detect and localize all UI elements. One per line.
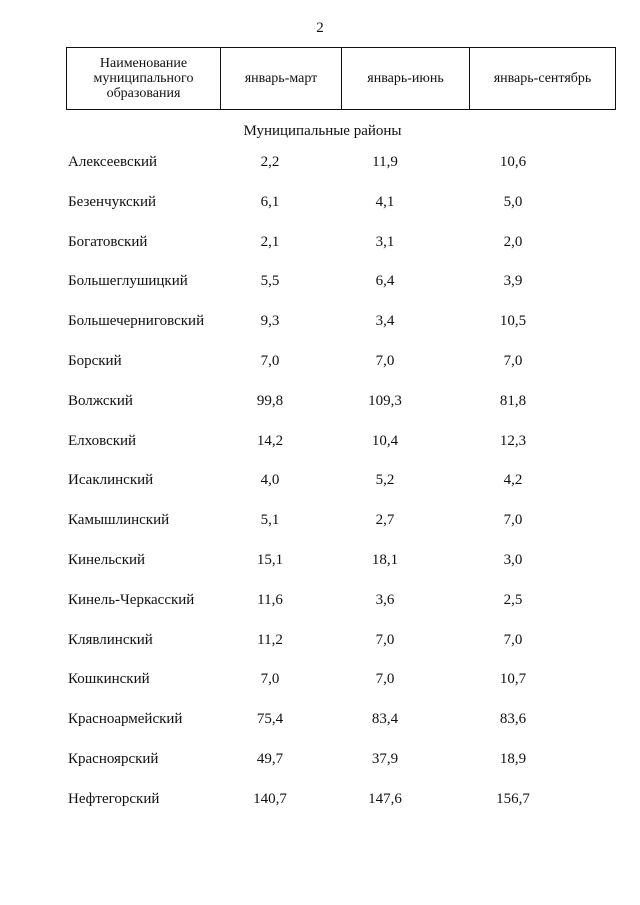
jan-mar-value-cell: 11,6 bbox=[257, 591, 283, 608]
municipality-name-cell: Кинельский bbox=[68, 551, 146, 568]
jan-jun-value-cell: 2,7 bbox=[375, 512, 395, 529]
jan-jun-value-cell: 5,2 bbox=[375, 472, 395, 489]
table-row bbox=[0, 749, 640, 789]
section-title: Муниципальные районы bbox=[243, 123, 402, 139]
jan-mar-value-cell: 99,8 bbox=[256, 392, 284, 409]
jan-sep-value-cell: 10,6 bbox=[499, 154, 527, 170]
table-row bbox=[0, 391, 640, 431]
jan-mar-value-cell: 5,1 bbox=[260, 512, 280, 529]
table-row bbox=[0, 311, 640, 351]
jan-mar-value-cell: 75,4 bbox=[256, 711, 284, 728]
jan-mar-value-cell: 6,1 bbox=[260, 193, 280, 210]
jan-mar-value-cell: 7,0 bbox=[260, 352, 280, 369]
jan-jun-value-cell: 37,9 bbox=[371, 750, 399, 767]
jan-mar-value-cell: 7,0 bbox=[260, 671, 280, 688]
jan-mar-value-cell: 15,1 bbox=[256, 551, 284, 568]
municipality-name-cell: Елховский bbox=[68, 432, 137, 449]
jan-jun-value-cell: 109,3 bbox=[368, 392, 402, 409]
table-row bbox=[0, 550, 640, 590]
jan-mar-value-cell: 11,2 bbox=[257, 631, 283, 648]
jan-jun-value-cell: 7,0 bbox=[375, 352, 395, 369]
header-jan-jun: январь-июнь bbox=[342, 48, 470, 110]
table-row bbox=[0, 351, 640, 391]
municipality-name-cell: Камышлинский bbox=[68, 512, 170, 529]
jan-jun-value-cell: 3,6 bbox=[375, 591, 395, 608]
jan-mar-value-cell: 4,0 bbox=[260, 472, 280, 489]
jan-sep-value-cell: 2,5 bbox=[503, 591, 523, 608]
page-number: 2 bbox=[316, 20, 324, 36]
jan-mar-value-cell: 140,7 bbox=[253, 790, 287, 807]
jan-sep-value-cell: 18,9 bbox=[499, 750, 527, 767]
municipality-name-cell: Красноярский bbox=[68, 750, 159, 767]
jan-jun-value-cell: 147,6 bbox=[368, 790, 402, 807]
jan-jun-value-cell: 7,0 bbox=[375, 671, 395, 688]
table-row bbox=[0, 709, 640, 749]
municipality-name-cell: Алексеевский bbox=[68, 154, 158, 170]
municipality-name-cell: Волжский bbox=[68, 392, 133, 409]
jan-sep-value-cell: 156,7 bbox=[496, 790, 530, 807]
jan-jun-value-cell: 3,4 bbox=[375, 313, 395, 330]
table-row bbox=[0, 431, 640, 471]
municipality-name-cell: Красноармейский bbox=[68, 711, 183, 728]
jan-mar-value-cell: 14,2 bbox=[256, 432, 284, 449]
jan-sep-value-cell: 3,0 bbox=[503, 551, 523, 568]
table-row bbox=[0, 232, 640, 272]
municipality-name-cell: Богатовский bbox=[68, 233, 148, 250]
header-municipality-name: Наименование муниципального образования bbox=[67, 48, 221, 110]
jan-jun-value-cell: 3,1 bbox=[375, 233, 395, 250]
header-jan-mar: январь-март bbox=[221, 48, 342, 110]
municipality-name-cell: Кинель-Черкасский bbox=[68, 591, 195, 608]
jan-mar-value-cell: 49,7 bbox=[256, 750, 284, 767]
jan-jun-value-cell: 18,1 bbox=[371, 551, 399, 568]
jan-sep-value-cell: 12,3 bbox=[499, 432, 527, 449]
jan-sep-value-cell: 2,0 bbox=[503, 233, 523, 250]
municipality-name-cell: Борский bbox=[68, 352, 122, 369]
municipality-name-cell: Большеглушицкий bbox=[68, 273, 188, 290]
jan-sep-value-cell: 4,2 bbox=[503, 472, 523, 489]
jan-sep-value-cell: 3,9 bbox=[503, 273, 523, 290]
table-row bbox=[0, 669, 640, 709]
table-row bbox=[0, 271, 640, 311]
jan-sep-value-cell: 83,6 bbox=[499, 711, 527, 728]
table-header bbox=[66, 47, 616, 110]
jan-sep-value-cell: 10,7 bbox=[499, 671, 527, 688]
table-row bbox=[0, 510, 640, 550]
jan-sep-value-cell: 7,0 bbox=[503, 631, 523, 648]
jan-jun-value-cell: 4,1 bbox=[375, 193, 395, 210]
municipality-name-cell: Клявлинский bbox=[68, 631, 153, 648]
jan-sep-value-cell: 7,0 bbox=[503, 512, 523, 529]
table-row bbox=[0, 152, 640, 192]
table-row bbox=[0, 630, 640, 670]
table-row bbox=[0, 789, 640, 829]
jan-mar-value-cell: 2,1 bbox=[260, 233, 280, 250]
jan-sep-value-cell: 81,8 bbox=[499, 392, 527, 409]
jan-jun-value-cell: 11,9 bbox=[372, 154, 398, 170]
table-row bbox=[0, 590, 640, 630]
municipality-name-cell: Большечерниговский bbox=[68, 313, 205, 330]
municipality-name-cell: Нефтегорский bbox=[68, 790, 160, 807]
municipality-name-cell: Исаклинский bbox=[68, 472, 154, 489]
table-body bbox=[0, 152, 640, 829]
jan-mar-value-cell: 9,3 bbox=[260, 313, 280, 330]
municipality-name-cell: Безенчукский bbox=[68, 193, 157, 210]
jan-mar-value-cell: 2,2 bbox=[260, 154, 280, 170]
jan-sep-value-cell: 10,5 bbox=[499, 313, 527, 330]
jan-jun-value-cell: 6,4 bbox=[375, 273, 395, 290]
jan-jun-value-cell: 7,0 bbox=[375, 631, 395, 648]
municipality-name-cell: Кошкинский bbox=[68, 671, 150, 688]
jan-mar-value-cell: 5,5 bbox=[260, 273, 280, 290]
header-jan-sep: январь-сентябрь bbox=[470, 48, 616, 110]
jan-sep-value-cell: 7,0 bbox=[503, 352, 523, 369]
jan-sep-value-cell: 5,0 bbox=[503, 193, 523, 210]
jan-jun-value-cell: 83,4 bbox=[371, 711, 399, 728]
table-row bbox=[0, 192, 640, 232]
jan-jun-value-cell: 10,4 bbox=[371, 432, 399, 449]
table-row bbox=[0, 470, 640, 510]
